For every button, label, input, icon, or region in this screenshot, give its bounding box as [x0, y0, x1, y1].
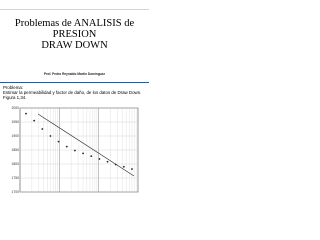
data-point: [82, 152, 84, 154]
data-point: [58, 141, 60, 143]
top-band: [0, 0, 149, 8]
problem-heading: Problema:: [3, 85, 24, 90]
data-point: [123, 166, 125, 168]
data-point: [131, 168, 133, 170]
top-rule: [0, 9, 149, 10]
data-point: [66, 146, 68, 148]
data-point: [25, 113, 27, 115]
drawdown-chart: [8, 106, 143, 196]
y-tick-labels: [11, 106, 19, 194]
y-tick-label: 1750: [11, 176, 19, 181]
title-line-2: PRESION: [52, 29, 97, 40]
data-point: [74, 150, 76, 152]
data-point: [107, 161, 109, 163]
author-line: Prof. Pedro Reynaldo Martín Domínguez: [44, 72, 105, 76]
slide-divider: [0, 82, 149, 83]
y-tick-label: 1950: [11, 120, 19, 125]
data-point: [90, 155, 92, 157]
data-point: [41, 128, 43, 130]
data-point: [98, 158, 100, 160]
problem-block: [3, 85, 146, 101]
y-tick-label: 1900: [11, 134, 19, 139]
y-tick-label: 1700: [11, 190, 19, 195]
y-tick-label: 1850: [11, 148, 19, 153]
title-line-3: DRAW DOWN: [41, 40, 108, 51]
page-title: [0, 18, 149, 51]
data-point: [33, 120, 35, 122]
data-point: [50, 135, 52, 137]
y-tick-label: 2000: [11, 106, 19, 111]
title-line-1: Problemas de ANALISIS de: [14, 18, 135, 29]
problem-text: Estimar la permeabilidad y factor de daño, de los datos de Draw Down. Figura 1,34.: [3, 90, 142, 101]
y-tick-label: 1800: [11, 162, 19, 167]
